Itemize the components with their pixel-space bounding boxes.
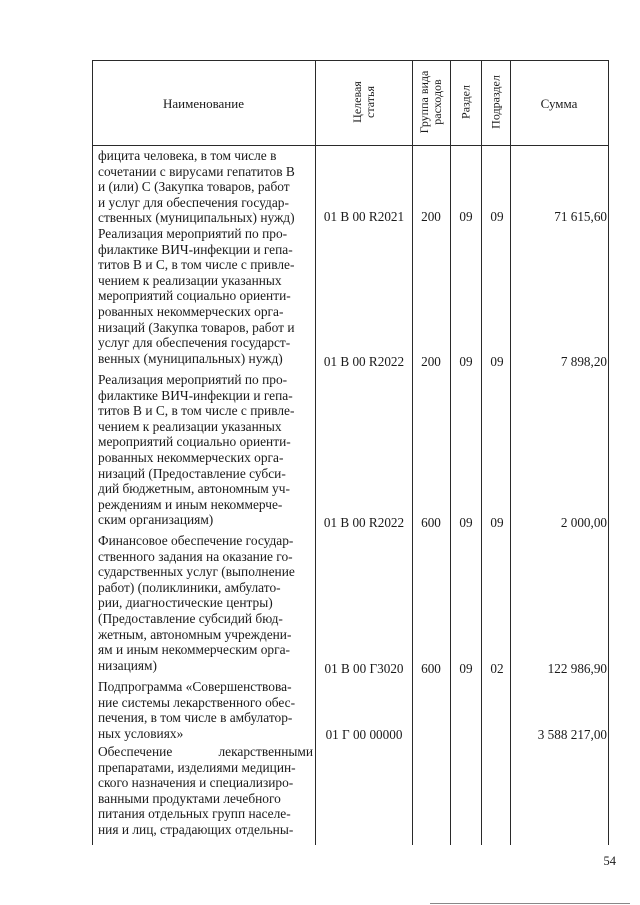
row-1-line-2: титов В и С, в том числе с привле- bbox=[98, 257, 295, 273]
row-0-group: 200 bbox=[421, 209, 441, 224]
header-sum: Сумма bbox=[540, 96, 578, 111]
row-5-line-5: ния и лиц, страдающих отдельны- bbox=[98, 821, 294, 837]
row-0-razdel: 09 bbox=[459, 209, 473, 224]
row-3-line-4: рии, диагностические центры) bbox=[98, 595, 273, 611]
row-1-line-5: рованных некоммерческих орга- bbox=[98, 303, 284, 319]
header-name: Наименование bbox=[163, 96, 244, 111]
header-razdel: Раздел bbox=[458, 85, 473, 119]
table-top-border bbox=[92, 60, 608, 61]
row-1-line-7: услуг для обеспечения государст- bbox=[98, 335, 291, 351]
row-5-name bbox=[98, 744, 313, 838]
row-1-line-0: Реализация мероприятий по про- bbox=[98, 226, 288, 241]
row-3-line-6: жетным, автономным учреждени- bbox=[98, 626, 292, 642]
row-5-line-4: питания отдельных групп населе- bbox=[98, 806, 291, 822]
row-2-podrazdel: 09 bbox=[490, 515, 504, 530]
row-5-line-0: Обеспечение лекарственными bbox=[98, 744, 313, 759]
row-4-sum: 3 588 217,00 bbox=[537, 727, 607, 742]
header-podrazdel: Подраздел bbox=[488, 75, 503, 129]
row-3-line-5: (Предоставление субсидий бюд- bbox=[98, 610, 283, 626]
col-border-right bbox=[608, 60, 609, 845]
row-3-name bbox=[98, 533, 313, 673]
row-3-line-3: работ) (поликлиники, амбулато- bbox=[98, 579, 281, 595]
header-expense-group bbox=[418, 62, 444, 142]
row-4-line-2: печения, в том числе в амбулатор- bbox=[98, 710, 293, 726]
row-2-line-9: ским организациям) bbox=[98, 512, 214, 528]
row-3-line-0: Финансовое обеспечение государ- bbox=[98, 533, 294, 548]
row-3-code: 01 В 00 Г3020 bbox=[324, 661, 404, 676]
footer-rule bbox=[430, 903, 630, 904]
row-2-line-0: Реализация мероприятий по про- bbox=[98, 372, 288, 387]
row-3-line-2: сударственных услуг (выполнение bbox=[98, 564, 295, 580]
row-3-podrazdel: 02 bbox=[490, 661, 504, 676]
header-bottom-border bbox=[92, 145, 608, 146]
row-3-line-1: ственного задания на оказание го- bbox=[98, 548, 293, 564]
row-3-line-8: низациям) bbox=[98, 657, 157, 673]
row-5-line-2: ского назначения и специализиро- bbox=[98, 775, 294, 791]
row-3-sum: 122 986,90 bbox=[547, 661, 607, 676]
col-border-name bbox=[315, 60, 316, 845]
col-border-podrazdel bbox=[510, 60, 511, 845]
row-2-line-6: низаций (Предоставление субси- bbox=[98, 465, 286, 481]
row-0-line-2: и (или) С (Закупка товаров, работ bbox=[98, 179, 290, 195]
col-border-group bbox=[450, 60, 451, 845]
row-3-group: 600 bbox=[421, 661, 441, 676]
col-border-razdel bbox=[481, 60, 482, 845]
row-4-name bbox=[98, 679, 313, 741]
row-3-razdel: 09 bbox=[459, 661, 473, 676]
row-2-line-7: дий бюджетным, автономным уч- bbox=[98, 481, 290, 497]
row-1-razdel: 09 bbox=[459, 354, 473, 369]
col-border-left bbox=[92, 60, 93, 845]
row-4-line-3: ных условиях» bbox=[98, 725, 184, 741]
row-4-line-1: ние системы лекарственного обес- bbox=[98, 694, 296, 710]
page-number: 54 bbox=[603, 854, 616, 868]
row-2-line-3: чением к реализации указанных bbox=[98, 418, 282, 434]
row-4-code: 01 Г 00 00000 bbox=[325, 727, 403, 742]
row-5-line-3: ванными продуктами лечебного bbox=[98, 790, 281, 806]
row-1-podrazdel: 09 bbox=[490, 354, 504, 369]
row-1-code: 01 В 00 R2022 bbox=[323, 354, 405, 369]
row-2-razdel: 09 bbox=[459, 515, 473, 530]
row-2-code: 01 В 00 R2022 bbox=[323, 515, 405, 530]
row-1-sum: 7 898,20 bbox=[560, 354, 607, 369]
row-0-line-3: и услуг для обеспечения государ- bbox=[98, 194, 289, 210]
row-1-line-6: низаций (Закупка товаров, работ и bbox=[98, 319, 295, 335]
row-2-sum: 2 000,00 bbox=[560, 515, 607, 530]
row-0-code: 01 В 00 R2021 bbox=[323, 209, 405, 224]
row-1-name bbox=[98, 226, 313, 366]
row-0-podrazdel: 09 bbox=[490, 209, 504, 224]
row-1-line-8: венных (муниципальных) нужд) bbox=[98, 350, 283, 366]
header-target-text: Целевая статья bbox=[350, 81, 377, 123]
row-2-line-2: титов В и С, в том числе с привле- bbox=[98, 403, 295, 419]
row-5-line-1: препаратами, изделиями медицин- bbox=[98, 759, 296, 775]
row-2-line-4: мероприятий социально ориенти- bbox=[98, 434, 291, 450]
row-0-line-4: ственных (муниципальных) нужд) bbox=[98, 210, 295, 226]
row-0-sum: 71 615,60 bbox=[554, 209, 607, 224]
row-2-line-8: реждениям и иным некоммерче- bbox=[98, 496, 283, 512]
row-0-line-1: сочетании с вирусами гепатитов В bbox=[98, 163, 295, 179]
col-border-code bbox=[412, 60, 413, 845]
row-2-name bbox=[98, 372, 313, 528]
header-group-text: Группа вида расходов bbox=[417, 70, 444, 134]
row-1-line-1: филактике ВИЧ-инфекции и гепа- bbox=[98, 241, 293, 257]
row-1-line-4: мероприятий социально ориенти- bbox=[98, 288, 291, 304]
row-1-line-3: чением к реализации указанных bbox=[98, 272, 282, 288]
row-3-line-7: ям и иным некоммерческим орга- bbox=[98, 642, 291, 658]
header-target-article bbox=[351, 73, 377, 131]
row-2-line-1: филактике ВИЧ-инфекции и гепа- bbox=[98, 387, 293, 403]
row-0-line-0: фицита человека, в том числе в bbox=[98, 148, 277, 163]
row-4-line-0: Подпрограмма «Совершенствова- bbox=[98, 679, 292, 694]
row-2-line-5: рованных некоммерческих орга- bbox=[98, 449, 284, 465]
row-1-group: 200 bbox=[421, 354, 441, 369]
row-2-group: 600 bbox=[421, 515, 441, 530]
row-0-name bbox=[98, 148, 313, 226]
